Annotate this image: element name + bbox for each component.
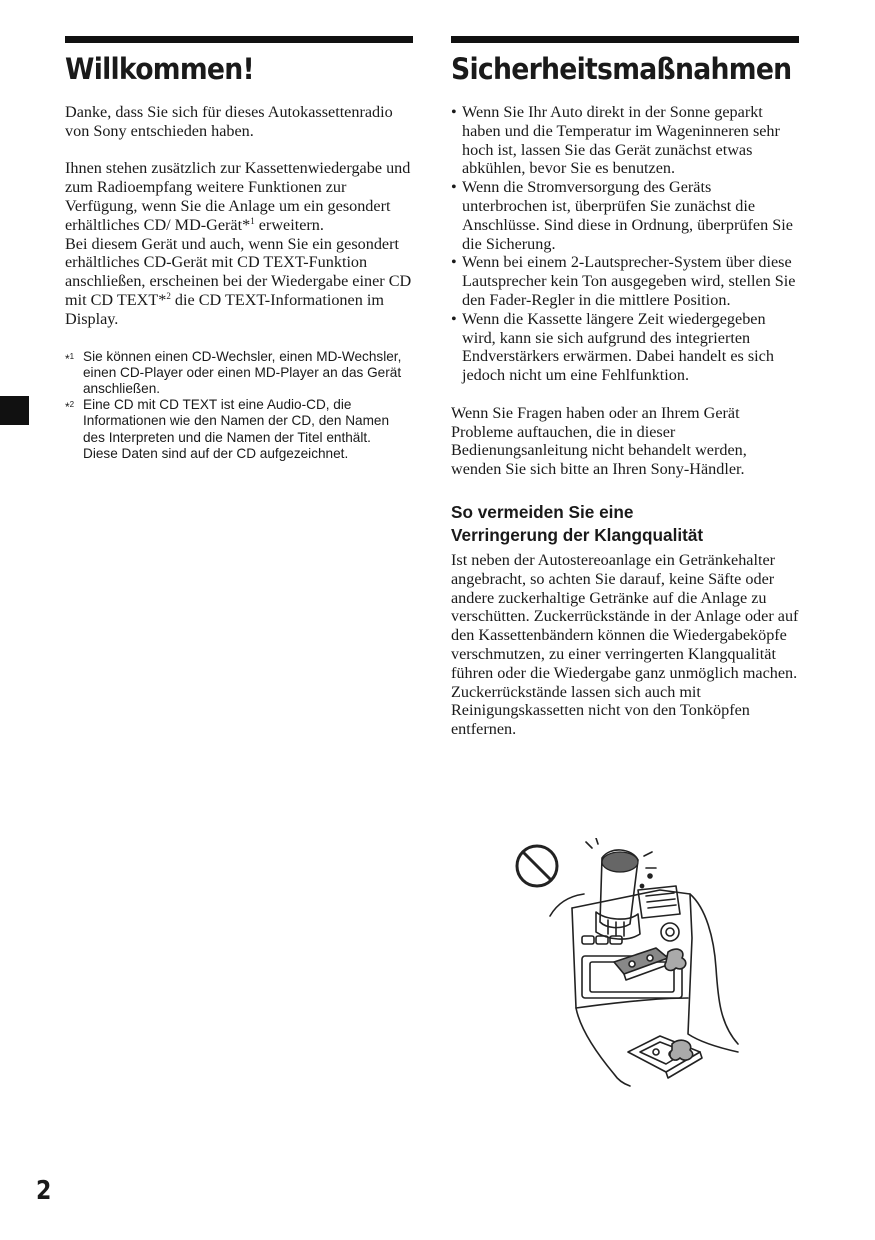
cassette-with-spill-icon (614, 948, 686, 980)
safety-item-text: Wenn bei einem 2-Lautsprecher-System über diese Lautsprecher kein Ton ausgegeben wird, stellen Sie den Fader-Regler in die mittlere Position. (462, 253, 796, 309)
welcome-paragraph-3 (65, 235, 413, 329)
welcome-paragraph-2-text-b: erweitern. (254, 215, 324, 234)
footnote-ref-2: 2 (166, 290, 171, 301)
safety-item-text: Wenn die Kassette längere Zeit wiedergegeben wird, kann sie sich aufgrund des integrierten Endverstärkers erwärmen. Dabei handelt es sich jedoch nicht um eine Fehlfunktion. (462, 309, 774, 385)
page-number: 2 (36, 1176, 52, 1206)
footnote-1-text: Sie können einen CD-Wechsler, einen MD-Wechsler, einen CD-Player oder einen MD-Player an das Gerät anschließen. (83, 348, 402, 396)
welcome-section (65, 36, 413, 462)
safety-list-item (451, 310, 799, 385)
footnote-2 (65, 397, 413, 462)
footnotes (65, 349, 413, 462)
safety-item-text: Wenn die Stromversorgung des Geräts unterbrochen ist, überprüfen Sie zunächst die Anschlüsse. Sind diese in Ordnung, überprüfen Sie die Sicherung. (462, 178, 793, 253)
safety-list (451, 103, 799, 385)
prohibition-icon (517, 846, 557, 886)
footnote-2-asterisk: * (65, 400, 70, 415)
footnote-1-asterisk: * (65, 351, 70, 366)
welcome-intro: Danke, dass Sie sich für dieses Autokassettenradio von Sony entschieden haben. (65, 103, 393, 140)
footnote-1-mark (65, 349, 74, 367)
footnote-1 (65, 349, 413, 398)
subheading-line-1: So vermeiden Sie eine (451, 501, 634, 522)
welcome-paragraph-3-text-b: die CD TEXT-Informationen im Display. (65, 290, 384, 328)
footnote-2-number: 2 (69, 400, 75, 410)
safety-list-item (451, 253, 799, 309)
safety-list-item (451, 178, 799, 253)
sound-quality-subheading (451, 501, 799, 547)
safety-section (451, 36, 799, 739)
footnote-2-text-2: Diese Daten sind auf der CD aufgezeichnet. (83, 445, 349, 461)
footnote-2-mark (65, 397, 74, 415)
subheading-line-2: Verringerung der Klangqualität (451, 524, 704, 545)
bullet-dot: • (451, 178, 457, 197)
safety-title: Sicherheitsmaßnahmen (451, 52, 792, 86)
bullet-dot: • (451, 103, 457, 121)
footnote-ref-1: 1 (250, 215, 255, 226)
safety-item-text: Wenn Sie Ihr Auto direkt in der Sonne geparkt haben und die Temperatur im Wageninneren sehr hoch ist, lassen Sie das Gerät zunächst etwas abkühlen, bevor Sie es benutzen. (462, 103, 780, 178)
welcome-paragraph-2 (65, 159, 413, 234)
footnote-1-number: 1 (69, 351, 75, 361)
welcome-title: Willkommen! (65, 52, 254, 86)
safety-list-item (451, 103, 799, 178)
chapter-tab-marker (0, 396, 29, 425)
lower-cassette-icon (628, 1036, 702, 1078)
support-paragraph: Wenn Sie Fragen haben oder an Ihrem Gerät Probleme auftauchen, die in dieser Bedienungsanleitung nicht behandelt werden, wenden Sie sich bitte an Ihren Sony-Händler. (451, 403, 747, 479)
heading-rule (451, 36, 799, 43)
dashboard-console-outline (550, 886, 738, 1086)
footnote-2-text: Eine CD mit CD TEXT ist eine Audio-CD, die Informationen wie den Namen der CD, den Namen des Interpreten und die Namen der Titel enthält. (83, 397, 390, 445)
heading-rule (65, 36, 413, 43)
welcome-paragraph-3-text-a: Bei diesem Gerät und auch, wenn Sie ein gesondert erhältliches CD-Gerät mit CD TEXT-Funktion anschließen, erscheinen bei der Wiedergabe einer CD mit CD TEXT* (65, 234, 412, 309)
bullet-dot: • (451, 253, 457, 272)
welcome-paragraph-2-text-a: Ihnen stehen zusätzlich zur Kassettenwiedergabe und zum Radioempfang weitere Funktionen zur Verfügung, wenn Sie die Anlage um ein gesondert erhältliches CD/ MD-Gerät* (65, 159, 411, 234)
no-drinks-illustration (510, 838, 742, 1088)
bullet-dot: • (451, 309, 457, 328)
sound-quality-paragraph: Ist neben der Autostereoanlage ein Getränkehalter angebracht, so achten Sie darauf, keine Säfte oder andere zuckerhaltige Getränke auf die Anlage zu verschütten. Zuckerrückstände in der Anlage oder auf den Kassettenbändern können die Wiedergabeköpfe verschmutzen, zu einer verringerten Klangqualität führen oder die Wiedergabe ganz unmöglich machen. Zuckerrückstände lassen sich auch mit Reinigungskassetten nicht von den Tonköpfen entfernen. (451, 550, 799, 739)
